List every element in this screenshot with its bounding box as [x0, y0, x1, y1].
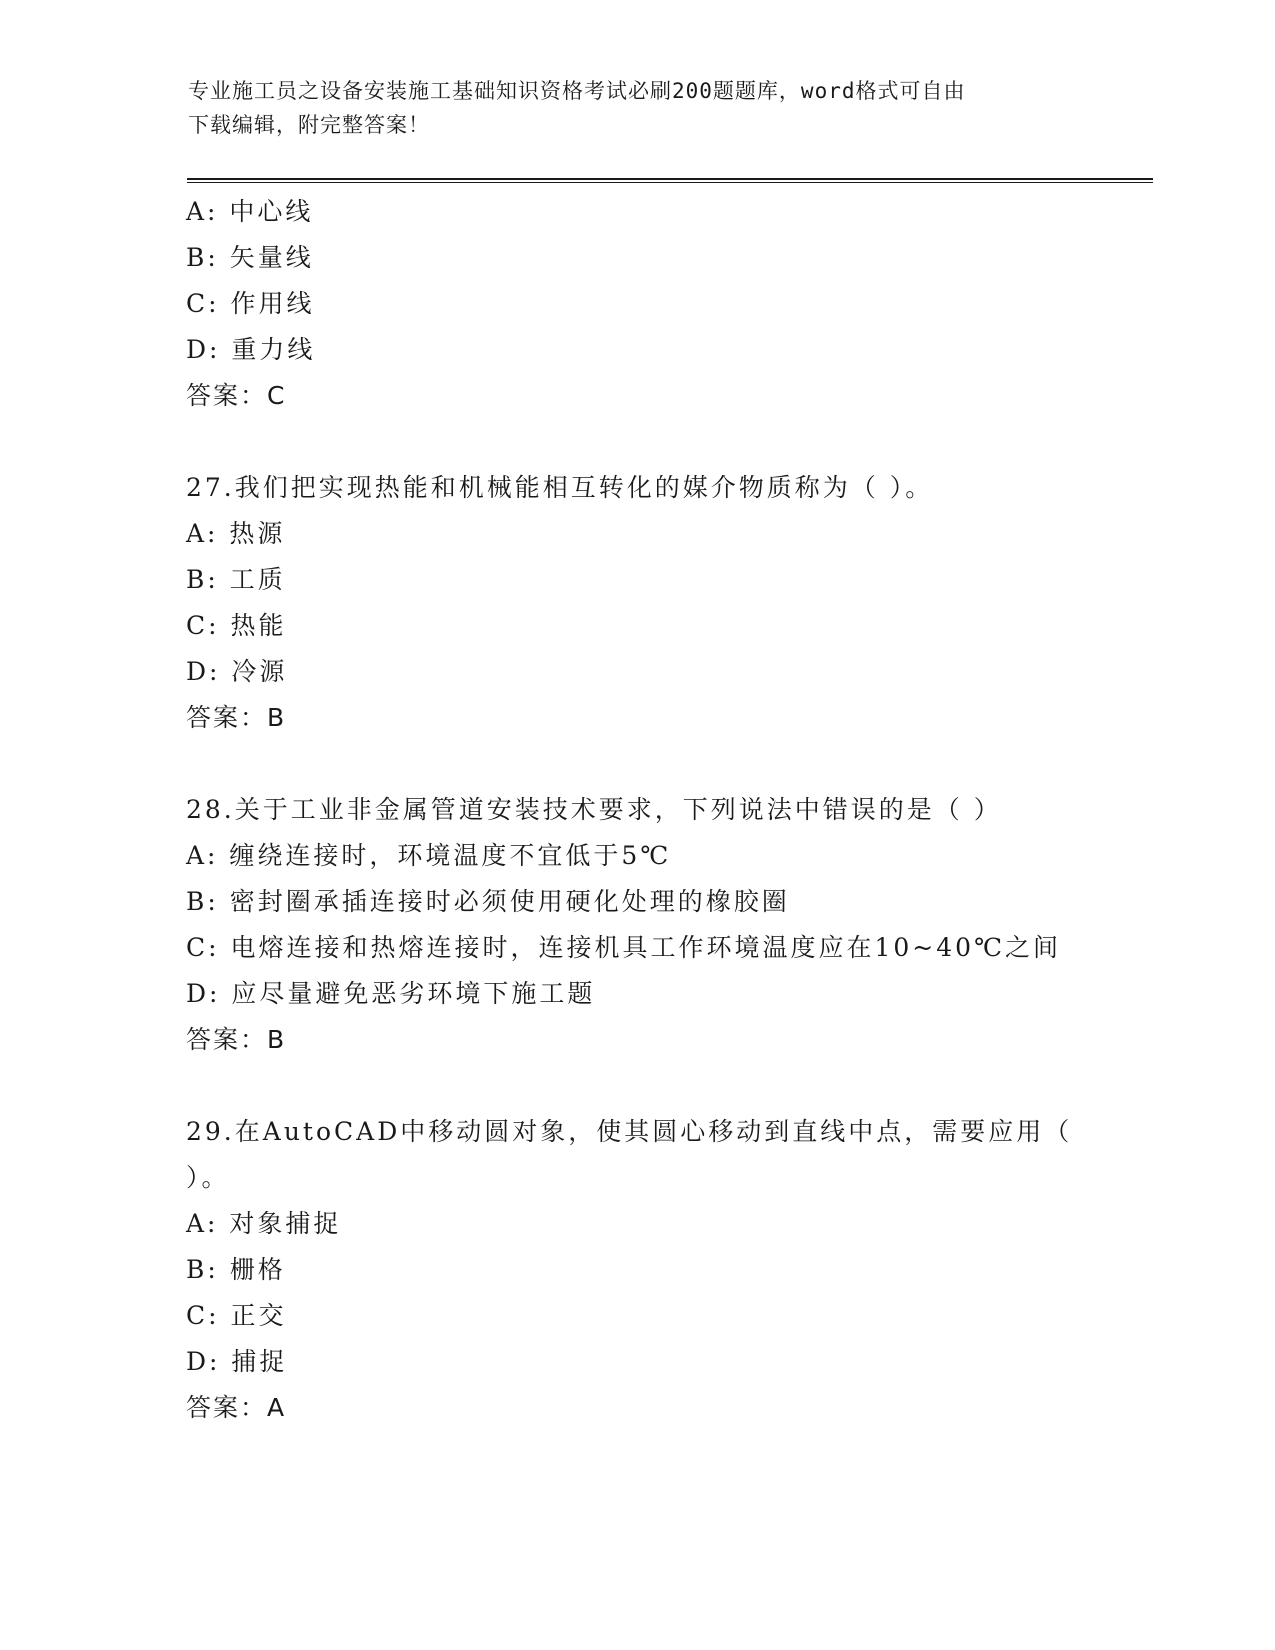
option-d: D: 应尽量避免恶劣环境下施工题 [186, 979, 596, 1008]
question-block-26 [186, 189, 1086, 419]
question-block-28 [186, 787, 1086, 1063]
question-text: 29.在AutoCAD中移动圆对象，使其圆心移动到直线中点，需要应用（ [186, 1117, 1073, 1146]
option-c: C: 作用线 [186, 289, 315, 318]
option-d: D: 重力线 [186, 335, 316, 364]
spacer [186, 741, 1086, 787]
answer-line: 答案：B [186, 703, 287, 732]
question-text: 28.关于工业非金属管道安装技术要求，下列说法中错误的是（ ） [186, 795, 1002, 824]
option-b: B: 栅格 [186, 1255, 286, 1284]
option-d: D: 冷源 [186, 657, 288, 686]
answer-line: 答案：B [186, 1025, 287, 1054]
option-d: D: 捕捉 [186, 1347, 288, 1376]
header-title-line-1: 专业施工员之设备安装施工基础知识资格考试必刷200题题库，word格式可自由 [188, 79, 966, 103]
spacer [186, 1063, 1086, 1109]
option-c: C: 热能 [186, 611, 287, 640]
option-c: C: 电熔连接和热熔连接时，连接机具工作环境温度应在10~40℃之间 [186, 933, 1062, 962]
option-b: B: 矢量线 [186, 243, 314, 272]
header-title-line-2: 下载编辑，附完整答案！ [188, 113, 430, 137]
option-a: A: 中心线 [186, 197, 314, 226]
question-block-29 [186, 1109, 1086, 1431]
option-a: A: 热源 [186, 519, 286, 548]
question-block-27 [186, 465, 1086, 741]
question-text: 27.我们把实现热能和机械能相互转化的媒介物质称为（ ）。 [186, 473, 934, 502]
question-list [186, 189, 1086, 1431]
answer-line: 答案：A [186, 1393, 287, 1422]
header-divider [187, 178, 1153, 183]
option-c: C: 正交 [186, 1301, 287, 1330]
option-a: A: 缠绕连接时，环境温度不宜低于5℃ [186, 841, 672, 870]
document-header [188, 74, 1068, 142]
option-a: A: 对象捕捉 [186, 1209, 342, 1238]
spacer [186, 419, 1086, 465]
question-text-continued: ）。 [186, 1163, 230, 1192]
option-b: B: 工质 [186, 565, 286, 594]
answer-line: 答案：C [186, 381, 287, 410]
option-b: B: 密封圈承插连接时必须使用硬化处理的橡胶圈 [186, 887, 790, 916]
